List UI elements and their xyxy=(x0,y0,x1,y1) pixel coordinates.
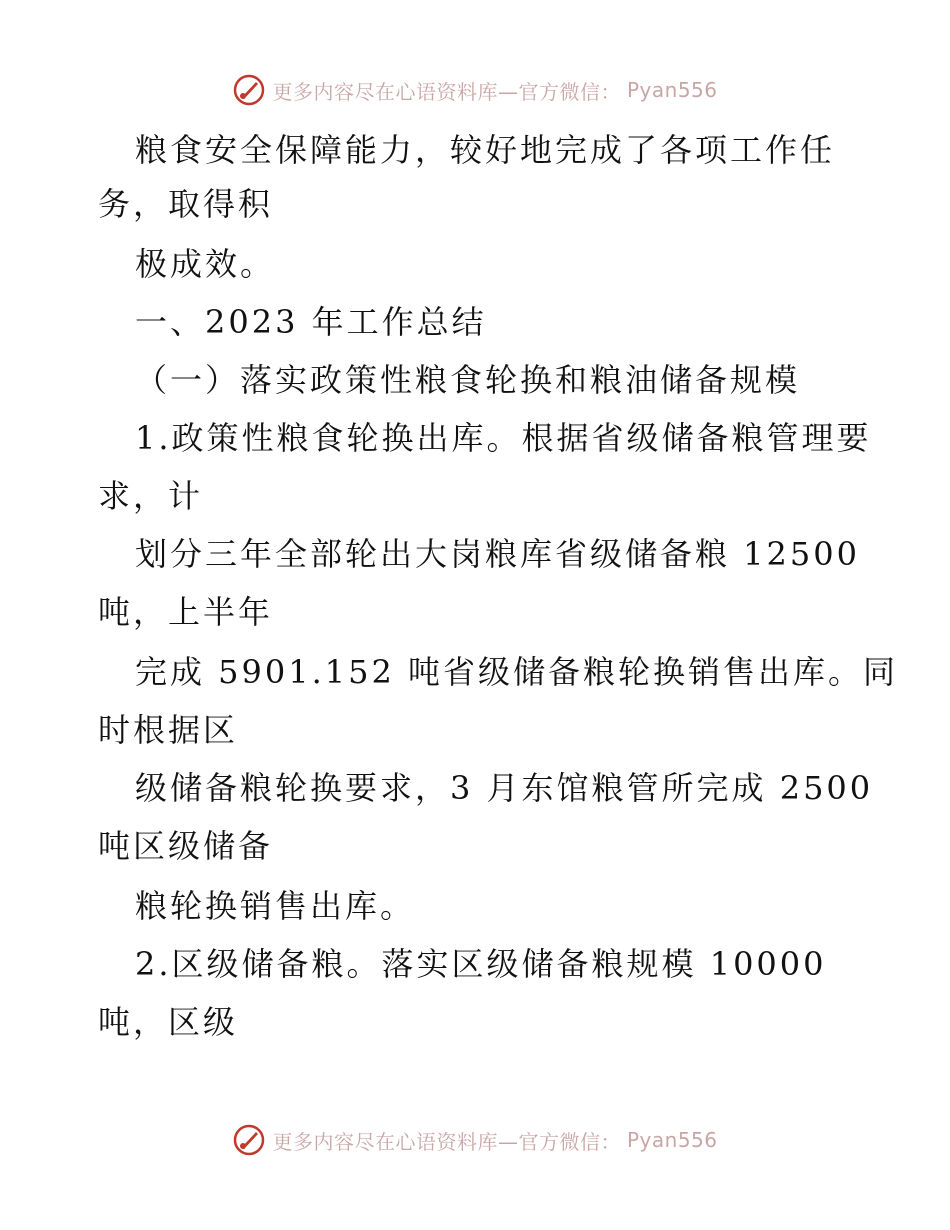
text-line: 划分三年全部轮出大岗粮库省级储备粮 12500 xyxy=(135,535,860,573)
text-line: 粮食安全保障能力，较好地完成了各项工作任 xyxy=(135,131,836,169)
quill-seal-icon xyxy=(232,1123,266,1157)
text-line: 时根据区 xyxy=(98,711,239,749)
text-line: 极成效。 xyxy=(135,245,276,283)
text-line: 吨区级储备 xyxy=(98,827,274,865)
text-line: 粮轮换销售出库。 xyxy=(135,887,416,925)
section-heading: 一、2023 年工作总结 xyxy=(135,303,487,341)
watermark-handle: Pyan556 xyxy=(626,78,718,102)
text-line: 完成 5901.152 吨省级储备粮轮换销售出库。同 xyxy=(135,653,899,691)
header-watermark xyxy=(0,70,950,110)
text-line: 吨，区级 xyxy=(98,1003,239,1041)
text-line: 2.区级储备粮。落实区级储备粮规模 10000 xyxy=(135,945,827,983)
watermark-text: 更多内容尽在心语资料库—官方微信： xyxy=(272,1129,621,1154)
watermark-handle: Pyan556 xyxy=(626,1128,718,1152)
subsection-heading: （一）落实政策性粮食轮换和粮油储备规模 xyxy=(135,361,801,399)
text-line: 务，取得积 xyxy=(98,185,274,223)
text-line: 级储备粮轮换要求，3 月东馆粮管所完成 2500 xyxy=(135,769,874,807)
text-line: 求，计 xyxy=(98,477,204,515)
watermark-text: 更多内容尽在心语资料库—官方微信： xyxy=(272,79,621,104)
quill-seal-icon xyxy=(232,73,266,107)
text-line: 1.政策性粮食轮换出库。根据省级储备粮管理要 xyxy=(135,419,872,457)
text-line: 吨，上半年 xyxy=(98,593,274,631)
footer-watermark xyxy=(0,1120,950,1160)
